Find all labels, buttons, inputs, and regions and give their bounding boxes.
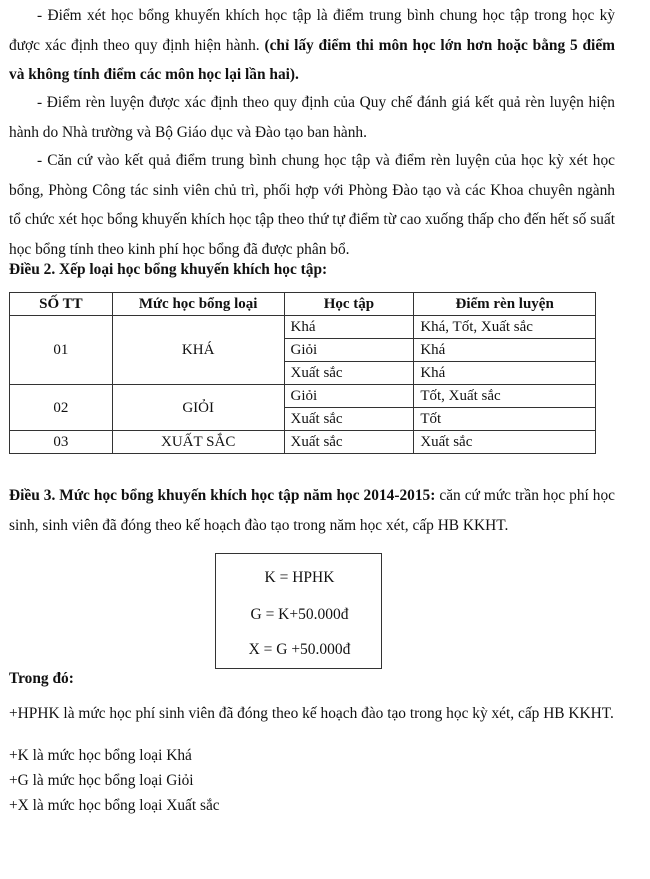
header-conduct: Điểm rèn luyện <box>414 293 596 316</box>
table-header-row <box>10 293 596 316</box>
formula-g: G = K+50.000đ <box>250 606 349 623</box>
article-2-heading: Điều 2. Xếp loại học bổng khuyến khích học tập: <box>9 261 328 278</box>
paragraph-scholarship-score <box>9 1 615 90</box>
list-item: +X là mức học bổng loại Xuất sắc <box>9 797 220 814</box>
header-stt: SỐ TT <box>10 293 113 316</box>
cell-stt: 02 <box>10 385 113 431</box>
paragraph-selection-process <box>9 146 615 264</box>
cell-study: Xuất sắc <box>284 408 414 431</box>
cell-conduct: Khá, Tốt, Xuất sắc <box>414 316 596 339</box>
paragraph-text: - Điểm rèn luyện được xác định theo quy định của Quy chế đánh giá kết quả rèn luyện hiện hành do Nhà trường và Bộ Giáo dục và Đào tạo ban hành. <box>9 94 615 141</box>
cell-study: Khá <box>284 316 414 339</box>
cell-study: Giỏi <box>284 339 414 362</box>
formula-k: K = HPHK <box>264 569 335 586</box>
cell-conduct: Tốt <box>414 408 596 431</box>
cell-study: Xuất sắc <box>284 431 414 454</box>
cell-level: GIỎI <box>112 385 284 431</box>
table-row <box>10 316 596 339</box>
paragraph-conduct-score <box>9 88 615 147</box>
table-row <box>10 431 596 454</box>
cell-conduct: Khá <box>414 362 596 385</box>
article-3-paragraph <box>9 481 615 540</box>
article-3-heading: Điều 3. Mức học bổng khuyến khích học tập năm học 2014-2015: <box>9 487 436 504</box>
cell-study: Giỏi <box>284 385 414 408</box>
cell-study: Xuất sắc <box>284 362 414 385</box>
cell-stt: 01 <box>10 316 113 385</box>
header-level: Mức học bổng loại <box>112 293 284 316</box>
list-item: +G là mức học bổng loại Giỏi <box>9 772 194 789</box>
paragraph-bold-note: (chỉ lấy điểm thi môn học lớn hơn hoặc bằng 5 điểm và không tính điểm các môn học lại lần hai). <box>9 36 615 83</box>
cell-conduct: Xuất sắc <box>414 431 596 454</box>
table-row <box>10 385 596 408</box>
cell-conduct: Khá <box>414 339 596 362</box>
article-3-text: căn cứ mức trần học phí học sinh, sinh viên đã đóng theo kế hoạch đào tạo trong năm học xét, cấp HB KKHT. <box>9 487 615 534</box>
cell-level: KHÁ <box>112 316 284 385</box>
scholarship-classification-table <box>9 292 596 454</box>
cell-conduct: Tốt, Xuất sắc <box>414 385 596 408</box>
list-item: +K là mức học bổng loại Khá <box>9 747 192 764</box>
formula-box <box>215 553 382 669</box>
paragraph-text: - Căn cứ vào kết quả điểm trung bình chung học tập và điểm rèn luyện của học kỳ xét học bổng, Phòng Công tác sinh viên chủ trì, phối hợp với Phòng Đào tạo và các Khoa chuyên ngành tổ chức xét học bổng khuyến khích học tập theo thứ tự điểm từ cao xuống thấp cho đến hết số suất học bổng tính theo kinh phí học bổng đã được phân bổ. <box>9 152 615 258</box>
where-heading: Trong đó: <box>9 670 74 687</box>
formula-x: X = G +50.000đ <box>248 641 351 658</box>
cell-stt: 03 <box>10 431 113 454</box>
list-item: +HPHK là mức học phí sinh viên đã đóng theo kế hoạch đào tạo trong học kỳ xét, cấp HB KKHT. <box>9 705 614 722</box>
paragraph-text: - Điểm xét học bổng khuyến khích học tập là điểm trung bình chung học tập trong học kỳ được xác định theo quy định hiện hành. <box>9 7 615 54</box>
cell-level: XUẤT SẮC <box>112 431 284 454</box>
header-study: Học tập <box>284 293 414 316</box>
